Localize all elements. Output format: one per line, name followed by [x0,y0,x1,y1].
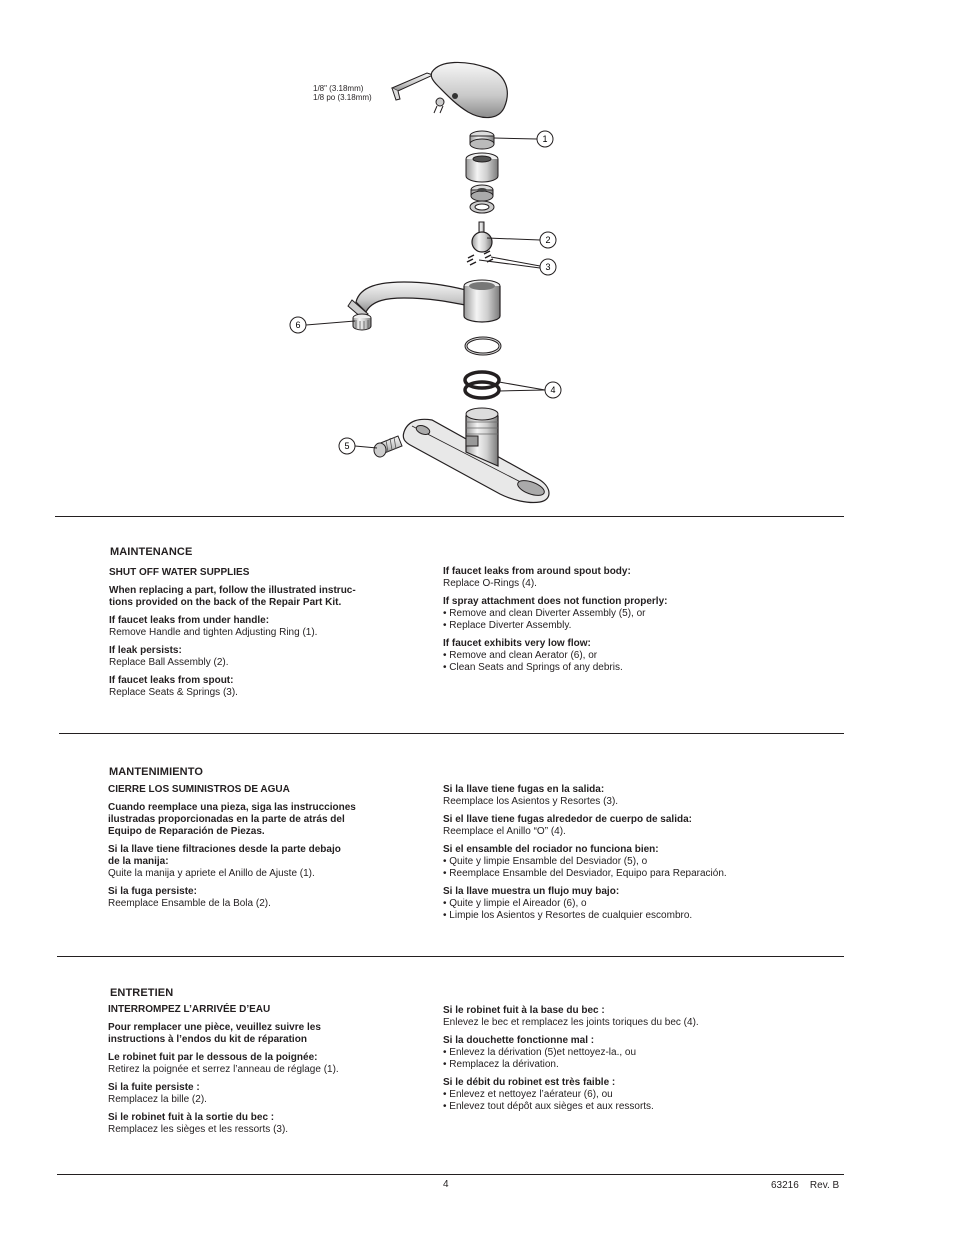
instruction-text: Enlevez le bec et remplacez les joints toriques du bec (4). [443,1017,699,1028]
instruction-text: • Enlevez et nettoyez l’aérateur (6), ou [443,1089,613,1100]
instruction-block [443,638,803,674]
instruction-block [108,1082,408,1106]
instruction-block [443,814,823,838]
instruction-text: Reemplace Ensamble de la Bola (2). [108,898,271,909]
callout-4 [545,382,561,398]
instruction-text: Replace O-Rings (4). [443,578,537,589]
instruction-heading: Si le robinet fuit à la sortie du bec : [108,1112,275,1123]
instruction-heading: Le robinet fuit par le dessous de la poignée: [108,1052,318,1063]
svg-text:2: 2 [545,235,551,245]
divider-4 [57,1174,844,1175]
faucet-exploded-view [0,0,954,515]
instruction-text: • Reemplace Ensamble del Desviador, Equipo para Reparación. [443,868,727,879]
instruction-block [108,1112,408,1136]
wrench-size-label [313,84,372,102]
callout-5 [339,438,355,454]
seats-and-springs [467,251,493,265]
instruction-heading: INTERROMPEZ L’ARRIVÉE D’EAU [108,1004,271,1015]
entretien-left-column [108,1004,408,1142]
instruction-heading: Si le robinet fuit à la base du bec : [443,1005,605,1016]
diverter-assembly [374,436,402,457]
o-rings [465,372,499,398]
instruction-text: • Remove and clean Aerator (6), or [443,650,598,661]
instruction-text: • Remove and clean Diverter Assembly (5), or [443,608,646,619]
wrench-size-imperial: 1/8" (3.18mm) [313,84,364,93]
instruction-heading: If faucet leaks from under handle: [109,615,270,626]
instruction-text: • Quite y limpie Ensamble del Desviador (5), o [443,856,648,867]
instruction-heading: Si le débit du robinet est très faible : [443,1077,616,1088]
instruction-heading: If spray attachment does not function properly: [443,596,668,607]
mantenimiento-title: MANTENIMIENTO [109,766,203,778]
instruction-heading: Si la llave tiene filtraciones desde la parte debajo de la manija: [108,844,341,867]
maintenance-right-column [443,566,803,680]
instruction-block [109,675,409,699]
divider-2 [59,733,844,734]
ball-assembly [472,222,492,252]
document-code: 63216 Rev. B [771,1180,840,1191]
instruction-text: Quite la manija y apriete el Anillo de Ajuste (1). [108,868,315,879]
handle [431,62,507,117]
instruction-block [108,844,408,880]
instruction-text: Replace Seats & Springs (3). [109,687,238,698]
aerator [353,314,371,330]
svg-text:5: 5 [344,441,350,451]
instruction-heading: CIERRE LOS SUMINISTROS DE AGUA [108,784,290,795]
instruction-heading: Si la fuga persiste: [108,886,197,897]
page-number: 4 [443,1179,449,1190]
instruction-heading: Si la douchette fonctionne mal : [443,1035,595,1046]
instruction-heading: When replacing a part, follow the illustrated instruc- tions provided on the back of the Repair Part Kit. [109,585,356,608]
instruction-block [109,615,409,639]
instruction-text: Remplacez les sièges et les ressorts (3). [108,1124,289,1135]
svg-text:4: 4 [550,385,556,395]
instruction-block [108,1052,408,1076]
instruction-heading: If faucet leaks from spout: [109,675,234,686]
instruction-block [443,596,803,632]
adjusting-ring [470,131,494,149]
instruction-block [109,585,409,609]
instruction-block [109,567,409,579]
divider-3 [57,956,844,957]
instruction-block [109,645,409,669]
wrench-size-french: 1/8 po (3.18mm) [313,93,372,102]
instruction-block [108,802,408,838]
instruction-block [108,1004,408,1016]
instruction-heading: Pour remplacer une pièce, veuillez suivre les instructions à l’endos du kit de réparation [108,1022,321,1045]
instruction-heading: Cuando reemplace una pieza, siga las instrucciones ilustradas proporcionadas en la parte de atrás del Equipo de Reparación de Piezas. [108,802,356,837]
instruction-heading: Si el llave tiene fugas alrededor de cuerpo de salida: [443,814,692,825]
divider-1 [55,516,844,517]
instruction-block [443,784,823,808]
instruction-text: • Remplacez la dérivation. [443,1059,559,1070]
instruction-text: Remplacez la bille (2). [108,1094,207,1105]
instruction-text: • Replace Diverter Assembly. [443,620,572,631]
instruction-block [443,566,803,590]
instruction-heading: Si la llave muestra un flujo muy bajo: [443,886,620,897]
instruction-heading: If faucet exhibits very low flow: [443,638,591,649]
base-plate-and-body [403,408,549,503]
maintenance-left-column [109,567,409,705]
instruction-block [443,1005,823,1029]
instruction-text: • Quite y limpie el Aireador (6), o [443,898,587,909]
instruction-block [108,784,408,796]
mantenimiento-left-column [108,784,408,916]
instruction-heading: Si la fuite persiste : [108,1082,200,1093]
instruction-block [443,1077,823,1113]
svg-text:6: 6 [295,320,301,330]
callout-6 [290,317,306,333]
cam-assembly [471,185,493,201]
instruction-heading: If leak persists: [109,645,182,656]
instruction-text: • Enlevez tout dépôt aux sièges et aux ressorts. [443,1101,654,1112]
maintenance-title: MAINTENANCE [110,546,193,558]
svg-text:1: 1 [542,134,548,144]
callout-1 [537,131,553,147]
instruction-block [443,886,823,922]
hex-wrench [392,73,433,100]
set-screw [434,98,444,113]
mantenimiento-right-column [443,784,823,928]
instruction-heading: If faucet leaks from around spout body: [443,566,631,577]
instruction-text: • Clean Seats and Springs of any debris. [443,662,623,673]
entretien-right-column [443,1005,823,1119]
instruction-text: Reemplace los Asientos y Resortes (3). [443,796,619,807]
instruction-block [443,1035,823,1071]
instruction-heading: SHUT OFF WATER SUPPLIES [109,567,250,578]
instruction-block [108,886,408,910]
instruction-heading: Si el ensamble del rociador no funciona bien: [443,844,659,855]
instruction-block [108,1022,408,1046]
callout-2 [540,232,556,248]
instruction-text: Remove Handle and tighten Adjusting Ring (1). [109,627,318,638]
seal [470,201,494,213]
svg-text:3: 3 [545,262,551,272]
spout [348,280,500,322]
cap [466,153,498,182]
instruction-text: • Limpie los Asientos y Resortes de cualquier escombro. [443,910,693,921]
instruction-text: Replace Ball Assembly (2). [109,657,229,668]
instruction-text: Retirez la poignée et serrez l’anneau de réglage (1). [108,1064,339,1075]
exploded-parts-diagram [0,0,954,515]
instruction-block [443,844,823,880]
instruction-text: Reemplace el Anillo “O” (4). [443,826,566,837]
instruction-text: • Enlevez la dérivation (5)et nettoyez-la., ou [443,1047,637,1058]
callout-3 [540,259,556,275]
instruction-heading: Si la llave tiene fugas en la salida: [443,784,605,795]
entretien-title: ENTRETIEN [110,987,174,999]
o-ring-upper [466,338,500,354]
